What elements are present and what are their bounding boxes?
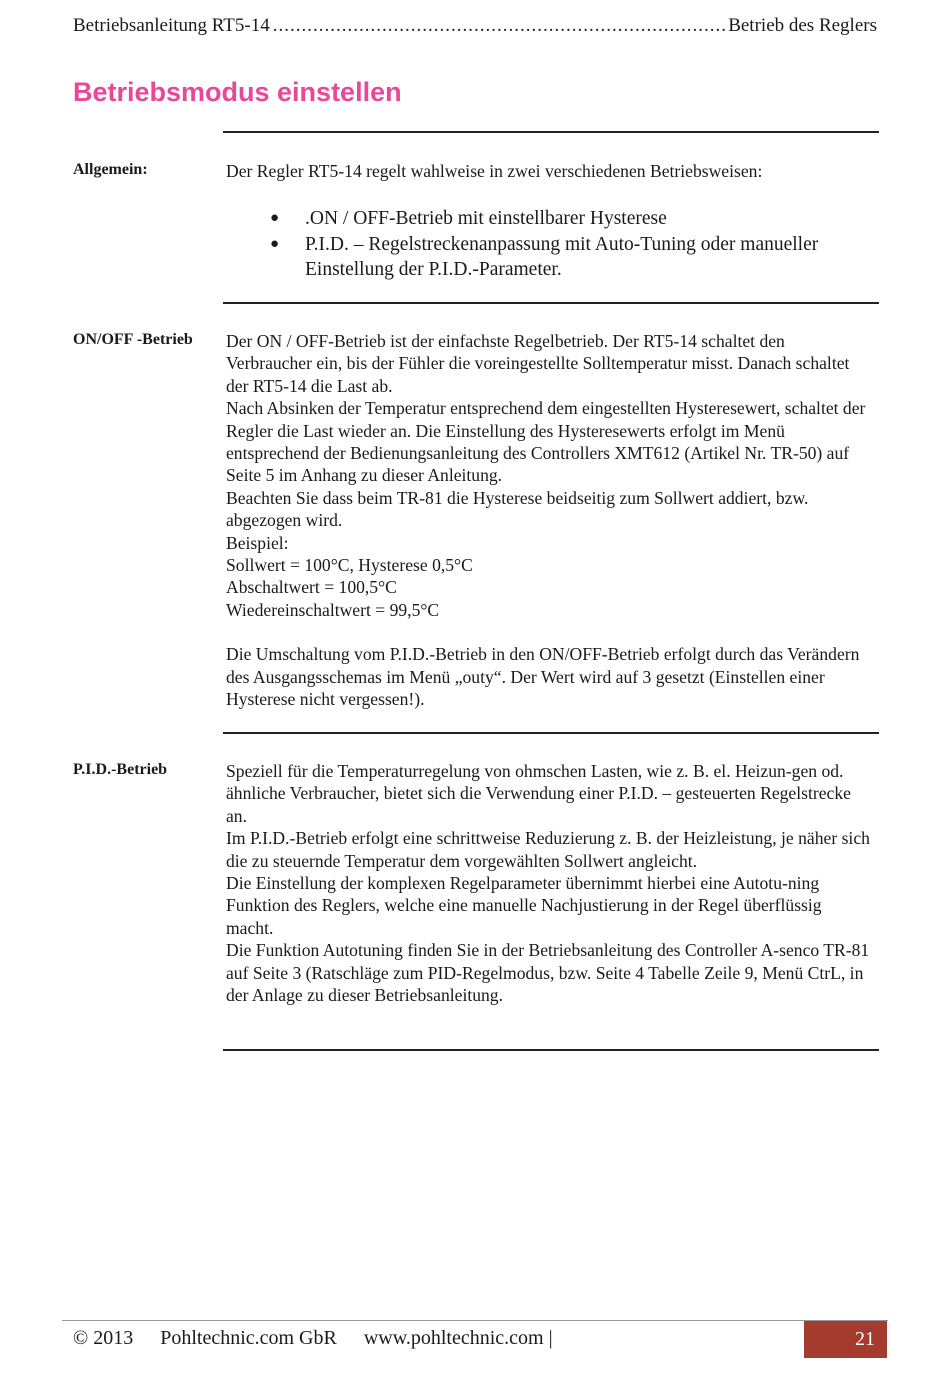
running-header (73, 15, 877, 41)
paragraph: Die Funktion Autotuning finden Sie in der Betriebsanleitung des Controller A-senco TR-81 auf Seite 3 (Ratschläge zum PID-Regelmodus, bzw. Seite 4 Tabelle Zeile 9, Menü CtrL, in der Anlage zu dieser Betriebsanleitung. (226, 940, 870, 1006)
header-left: Betriebsanleitung RT5-14 (73, 15, 270, 36)
header-dot-leader (273, 15, 725, 37)
section-divider (223, 1049, 879, 1051)
bullet-list (270, 206, 880, 283)
paragraph: Die Umschaltung vom P.I.D.-Betrieb in den ON/OFF-Betrieb erfolgt durch das Verändern des Ausgangsschemas im Menü „outy“. Der Wert wird auf 3 gesetzt (Einstellen einer Hysterese nicht vergessen!). (226, 644, 860, 710)
list-item-text: .ON / OFF-Betrieb mit einstellbarer Hysterese (305, 208, 667, 229)
footer-company: Pohltechnic.com GbR (160, 1327, 337, 1349)
paragraph: Speziell für die Temperaturregelung von ohmschen Lasten, wie z. B. el. Heizun-gen od. ähnliche Verbraucher, bietet sich die Verwendung einer P.I.D. – gesteuerten Regelstrecke an. (226, 761, 851, 826)
section-label-allgemein: Allgemein: (73, 161, 148, 178)
section-label-pid: P.I.D.-Betrieb (73, 761, 168, 778)
page-title: Betriebsmodus einstellen (73, 77, 402, 107)
page-footer (73, 1327, 575, 1350)
section-divider (223, 732, 879, 734)
paragraph: Wiedereinschaltwert = 99,5°C (226, 599, 440, 620)
paragraph: Im P.I.D.-Betrieb erfolgt eine schrittweise Reduzierung z. B. der Heizleistung, je näher sich die zu steuernde Temperatur dem vorgewählten Sollwert angleicht. (226, 828, 870, 871)
onoff-body (226, 330, 871, 711)
paragraph: Beispiel: (226, 532, 289, 553)
header-right: Betrieb des Reglers (728, 15, 877, 36)
paragraph: Abschaltwert = 100,5°C (226, 577, 397, 598)
list-item (270, 206, 880, 232)
allgemein-intro-text: Der Regler RT5-14 regelt wahlweise in zwei verschiedenen Betriebsweisen: (226, 161, 763, 181)
bullet-icon: ● (270, 235, 280, 252)
section-divider (223, 302, 879, 304)
list-item (270, 232, 880, 283)
page-number (804, 1321, 887, 1358)
section-divider (223, 131, 879, 133)
bullet-icon: ● (270, 210, 280, 226)
pid-body (226, 760, 871, 1006)
paragraph: Der ON / OFF-Betrieb ist der einfachste Regelbetrieb. Der RT5-14 schaltet den Verbraucher ein, bis der Fühler die voreingestellte Solltemperatur misst. Danach schaltet der RT5-14 die Last ab. (226, 331, 850, 396)
footer-divider (62, 1320, 888, 1321)
page-number-text: 21 (855, 1328, 875, 1350)
section-label-onoff: ON/OFF -Betrieb (73, 331, 193, 348)
list-item-text: P.I.D. – Regelstreckenanpassung mit Auto-Tuning oder manueller Einstellung der P.I.D.-Parameter. (305, 233, 819, 280)
paragraph: Sollwert = 100°C, Hysterese 0,5°C (226, 555, 473, 576)
paragraph: Die Einstellung der komplexen Regelparameter übernimmt hierbei eine Autotu-ning Funktion des Reglers, welche eine manuelle Nachjustierung in der Regel überflüssig macht. (226, 873, 822, 938)
paragraph: Beachten Sie dass beim TR-81 die Hysterese beidseitig zum Sollwert addiert, bzw. abgezogen wird. (226, 487, 809, 531)
allgemein-intro (226, 160, 871, 182)
paragraph: Nach Absinken der Temperatur entsprechend dem eingestellten Hysteresewert, schaltet der Regler die Last wieder an. Die Einstellung des Hysteresewerts erfolgt im Menü entsprechend der Bedienungsanleitung des Controllers XMT612 (Artikel Nr. TR-50) auf Seite 5 im Anhang zu dieser Anleitung. (226, 398, 866, 486)
footer-copyright: © 2013 (73, 1327, 134, 1349)
footer-website: www.pohltechnic.com | (363, 1327, 553, 1349)
